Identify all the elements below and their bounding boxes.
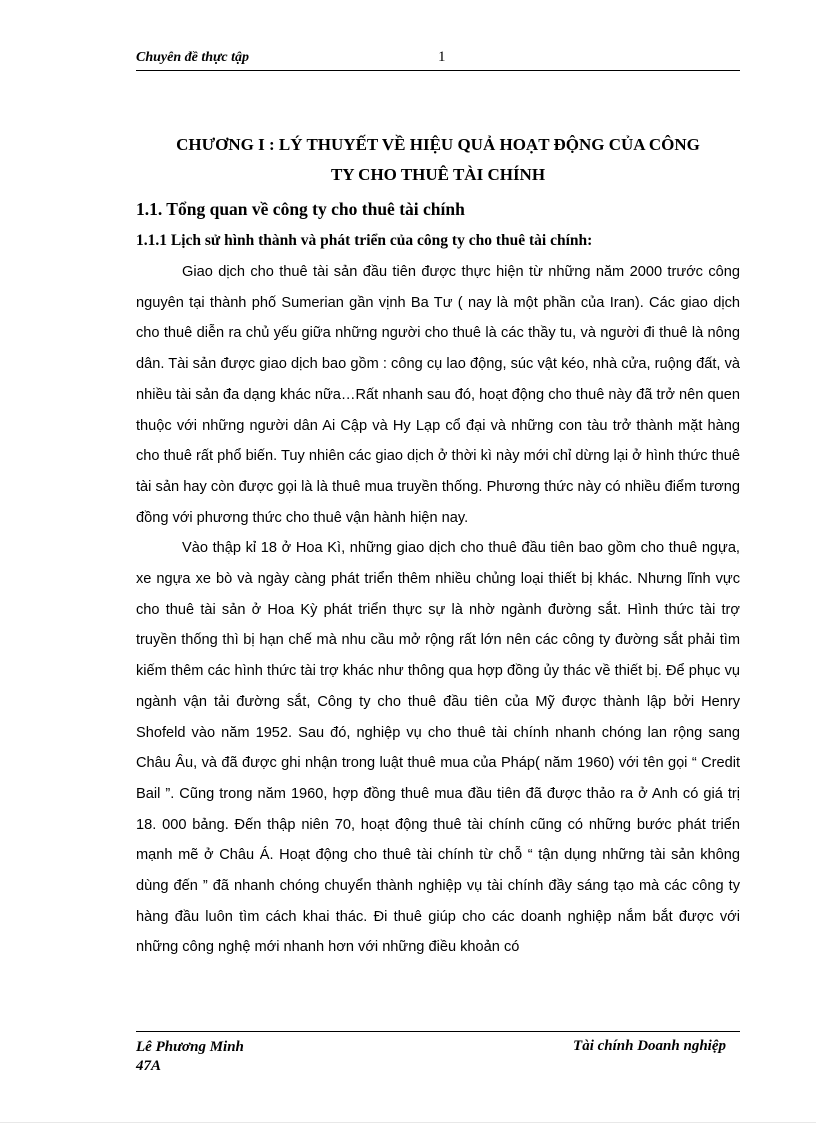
chapter-title (136, 130, 740, 190)
body-text (136, 257, 740, 963)
paragraph-2: Vào thập kỉ 18 ở Hoa Kì, những giao dịch cho thuê đầu tiên bao gồm cho thuê ngựa, xe ngựa xe bò và ngày càng phát triển thêm nhiều chủng loại thiết bị khác. Nhưng lĩnh vực cho thuê tài sản ở Hoa Kỳ phát triển thực sự là nhờ ngành đường sắt. Hình thức tài trợ truyền thống thì bị hạn chế mà nhu cầu mở rộng rất lớn nên các công ty đường sắt phải tìm kiếm thêm các hình thức tài trợ khác như thông qua hợp đồng ủy thác về thiết bị. Để phục vụ ngành vận tải đường sắt, Công ty cho thuê đầu tiên của Mỹ được thành lập bởi Henry Shofeld vào năm 1952. Sau đó, nghiệp vụ cho thuê tài chính nhanh chóng lan rộng sang Châu Âu, và đã được ghi nhận trong luật thuê mua của Pháp( năm 1960) với tên gọi “ Credit Bail ”. Cũng trong năm 1960, hợp đồng thuê mua đầu tiên đã được thảo ra ở Anh có giá trị 18. 000 bảng. Đến thập niên 70, hoạt động thuê tài chính cũng có những bước phát triển mạnh mẽ ở Châu Á. Hoạt động cho thuê tài chính từ chỗ “ tận dụng những tài sản không dùng đến ” đã nhanh chóng chuyển thành nghiệp vụ tài chính đầy sáng tạo mà các công ty hàng đầu luôn tìm cách khai thác. Đi thuê giúp cho các doanh nghiệp nắm bắt được với những công nghệ mới nhanh hơn với những điều khoản có (136, 540, 740, 956)
subsection-heading: 1.1.1 Lịch sử hình thành và phát triển của công ty cho thuê tài chính: (136, 232, 593, 249)
footer-author: Lê Phương Minh (136, 1039, 244, 1055)
page-number: 1 (438, 49, 446, 65)
page-header (136, 48, 740, 71)
footer-department: Tài chính Doanh nghiệp (573, 1038, 726, 1054)
paragraph-1: Giao dịch cho thuê tài sản đầu tiên được thực hiện từ những năm 2000 trước công nguyên tại thành phố Sumerian gần vịnh Ba Tư ( nay là một phần của Iran). Các giao dịch cho thuê diễn ra chủ yếu giữa những người cho thuê là các thầy tu, và người đi thuê là nông dân. Tài sản được giao dịch bao gồm : công cụ lao động, súc vật kéo, nhà cửa, ruộng đất, và nhiều tài sản đa dạng khác nữa…Rất nhanh sau đó, hoạt động cho thuê này đã trở nên quen thuộc với những người dân Ai Cập và Hy Lạp cổ đại và những con tàu trở thành mặt hàng cho thuê rất phổ biến. Tuy nhiên các giao dịch ở thời kì này mới chỉ dừng lại ở hình thức thuê tài sản hay còn được gọi là là thuê mua truyền thống. Phương thức này có nhiều điểm tương đồng với phương thức cho thuê vận hành hiện nay. (136, 264, 740, 526)
footer-class: 47A (136, 1058, 162, 1074)
section-heading: 1.1. Tổng quan về công ty cho thuê tài chính (136, 199, 465, 219)
page-footer (136, 1031, 740, 1082)
chapter-title-line-1: CHƯƠNG I : LÝ THUYẾT VỀ HIỆU QUẢ HOẠT ĐỘNG CỦA CÔNG (176, 135, 700, 154)
footer-author-block (136, 1038, 244, 1076)
chapter-title-line-2: TY CHO THUÊ TÀI CHÍNH (330, 165, 546, 184)
header-title: Chuyên đề thực tập (136, 50, 250, 65)
